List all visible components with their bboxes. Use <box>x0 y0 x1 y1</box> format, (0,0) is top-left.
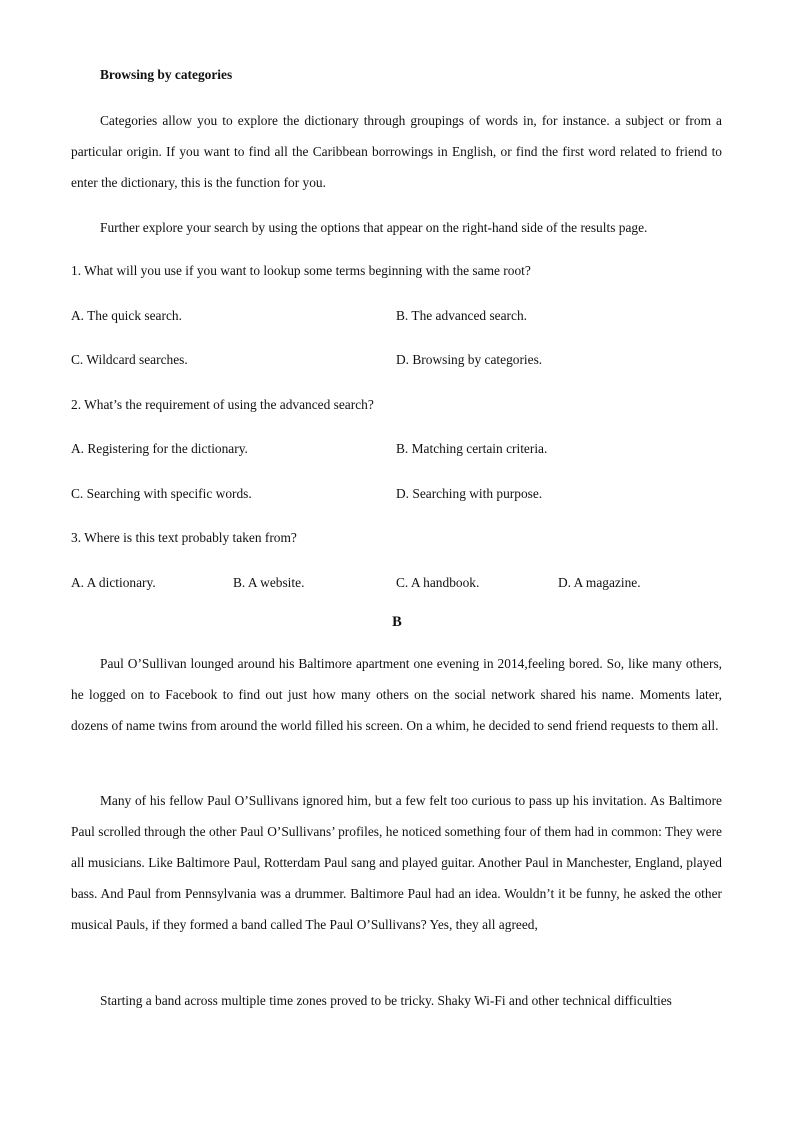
question-3-option-b: B. A website. <box>233 575 305 590</box>
intro-paragraph-1: Categories allow you to explore the dictionary through groupings of words in, for instance. a subject or from a particular origin. If you want to find all the Caribbean borrowings in English, or find the first word related to friend to enter the dictionary, this is the function for you. <box>71 113 722 190</box>
question-1-stem: 1. What will you use if you want to lookup some terms beginning with the same root? <box>71 263 531 278</box>
passage-b-paragraph-3: Starting a band across multiple time zones proved to be tricky. Shaky Wi-Fi and other technical difficulties <box>100 993 672 1008</box>
question-3-option-a: A. A dictionary. <box>71 575 156 590</box>
question-1-option-c: C. Wildcard searches. <box>71 352 188 367</box>
question-3-option-c: C. A handbook. <box>396 575 480 590</box>
question-3-stem: 3. Where is this text probably taken from? <box>71 530 297 545</box>
section-heading: Browsing by categories <box>100 67 233 82</box>
question-1-option-a: A. The quick search. <box>71 308 182 323</box>
question-1-option-b: B. The advanced search. <box>396 308 527 323</box>
question-3-option-d: D. A magazine. <box>558 575 641 590</box>
passage-b-paragraph-1: Paul O’Sullivan lounged around his Baltimore apartment one evening in 2014,feeling bored. So, like many others, he logged on to Facebook to find out just how many others on the social network shared his name. Moments later, dozens of name twins from around the world filled his screen. On a whim, he decided to send friend requests to them all. <box>71 656 722 733</box>
question-2-option-c: C. Searching with specific words. <box>71 486 252 501</box>
question-2-option-b: B. Matching certain criteria. <box>396 441 548 456</box>
passage-b-paragraph-2: Many of his fellow Paul O’Sullivans ignored him, but a few felt too curious to pass up his invitation. As Baltimore Paul scrolled through the other Paul O’Sullivans’ profiles, he noticed something four of them had in common: They were all musicians. Like Baltimore Paul, Rotterdam Paul sang and played guitar. Another Paul in Manchester, England, played bass. And Paul from Pennsylvania was a drummer. Baltimore Paul had an idea. Wouldn’t it be funny, he asked the other musical Pauls, if they formed a band called The Paul O’Sullivans? Yes, they all agreed, <box>71 793 722 932</box>
question-2-stem: 2. What’s the requirement of using the advanced search? <box>71 397 374 412</box>
question-2-option-d: D. Searching with purpose. <box>396 486 543 501</box>
section-b-letter: B <box>392 614 402 630</box>
question-1-option-d: D. Browsing by categories. <box>396 352 543 367</box>
question-2-option-a: A. Registering for the dictionary. <box>71 441 248 456</box>
intro-paragraph-2: Further explore your search by using the options that appear on the right-hand side of the results page. <box>100 220 648 235</box>
